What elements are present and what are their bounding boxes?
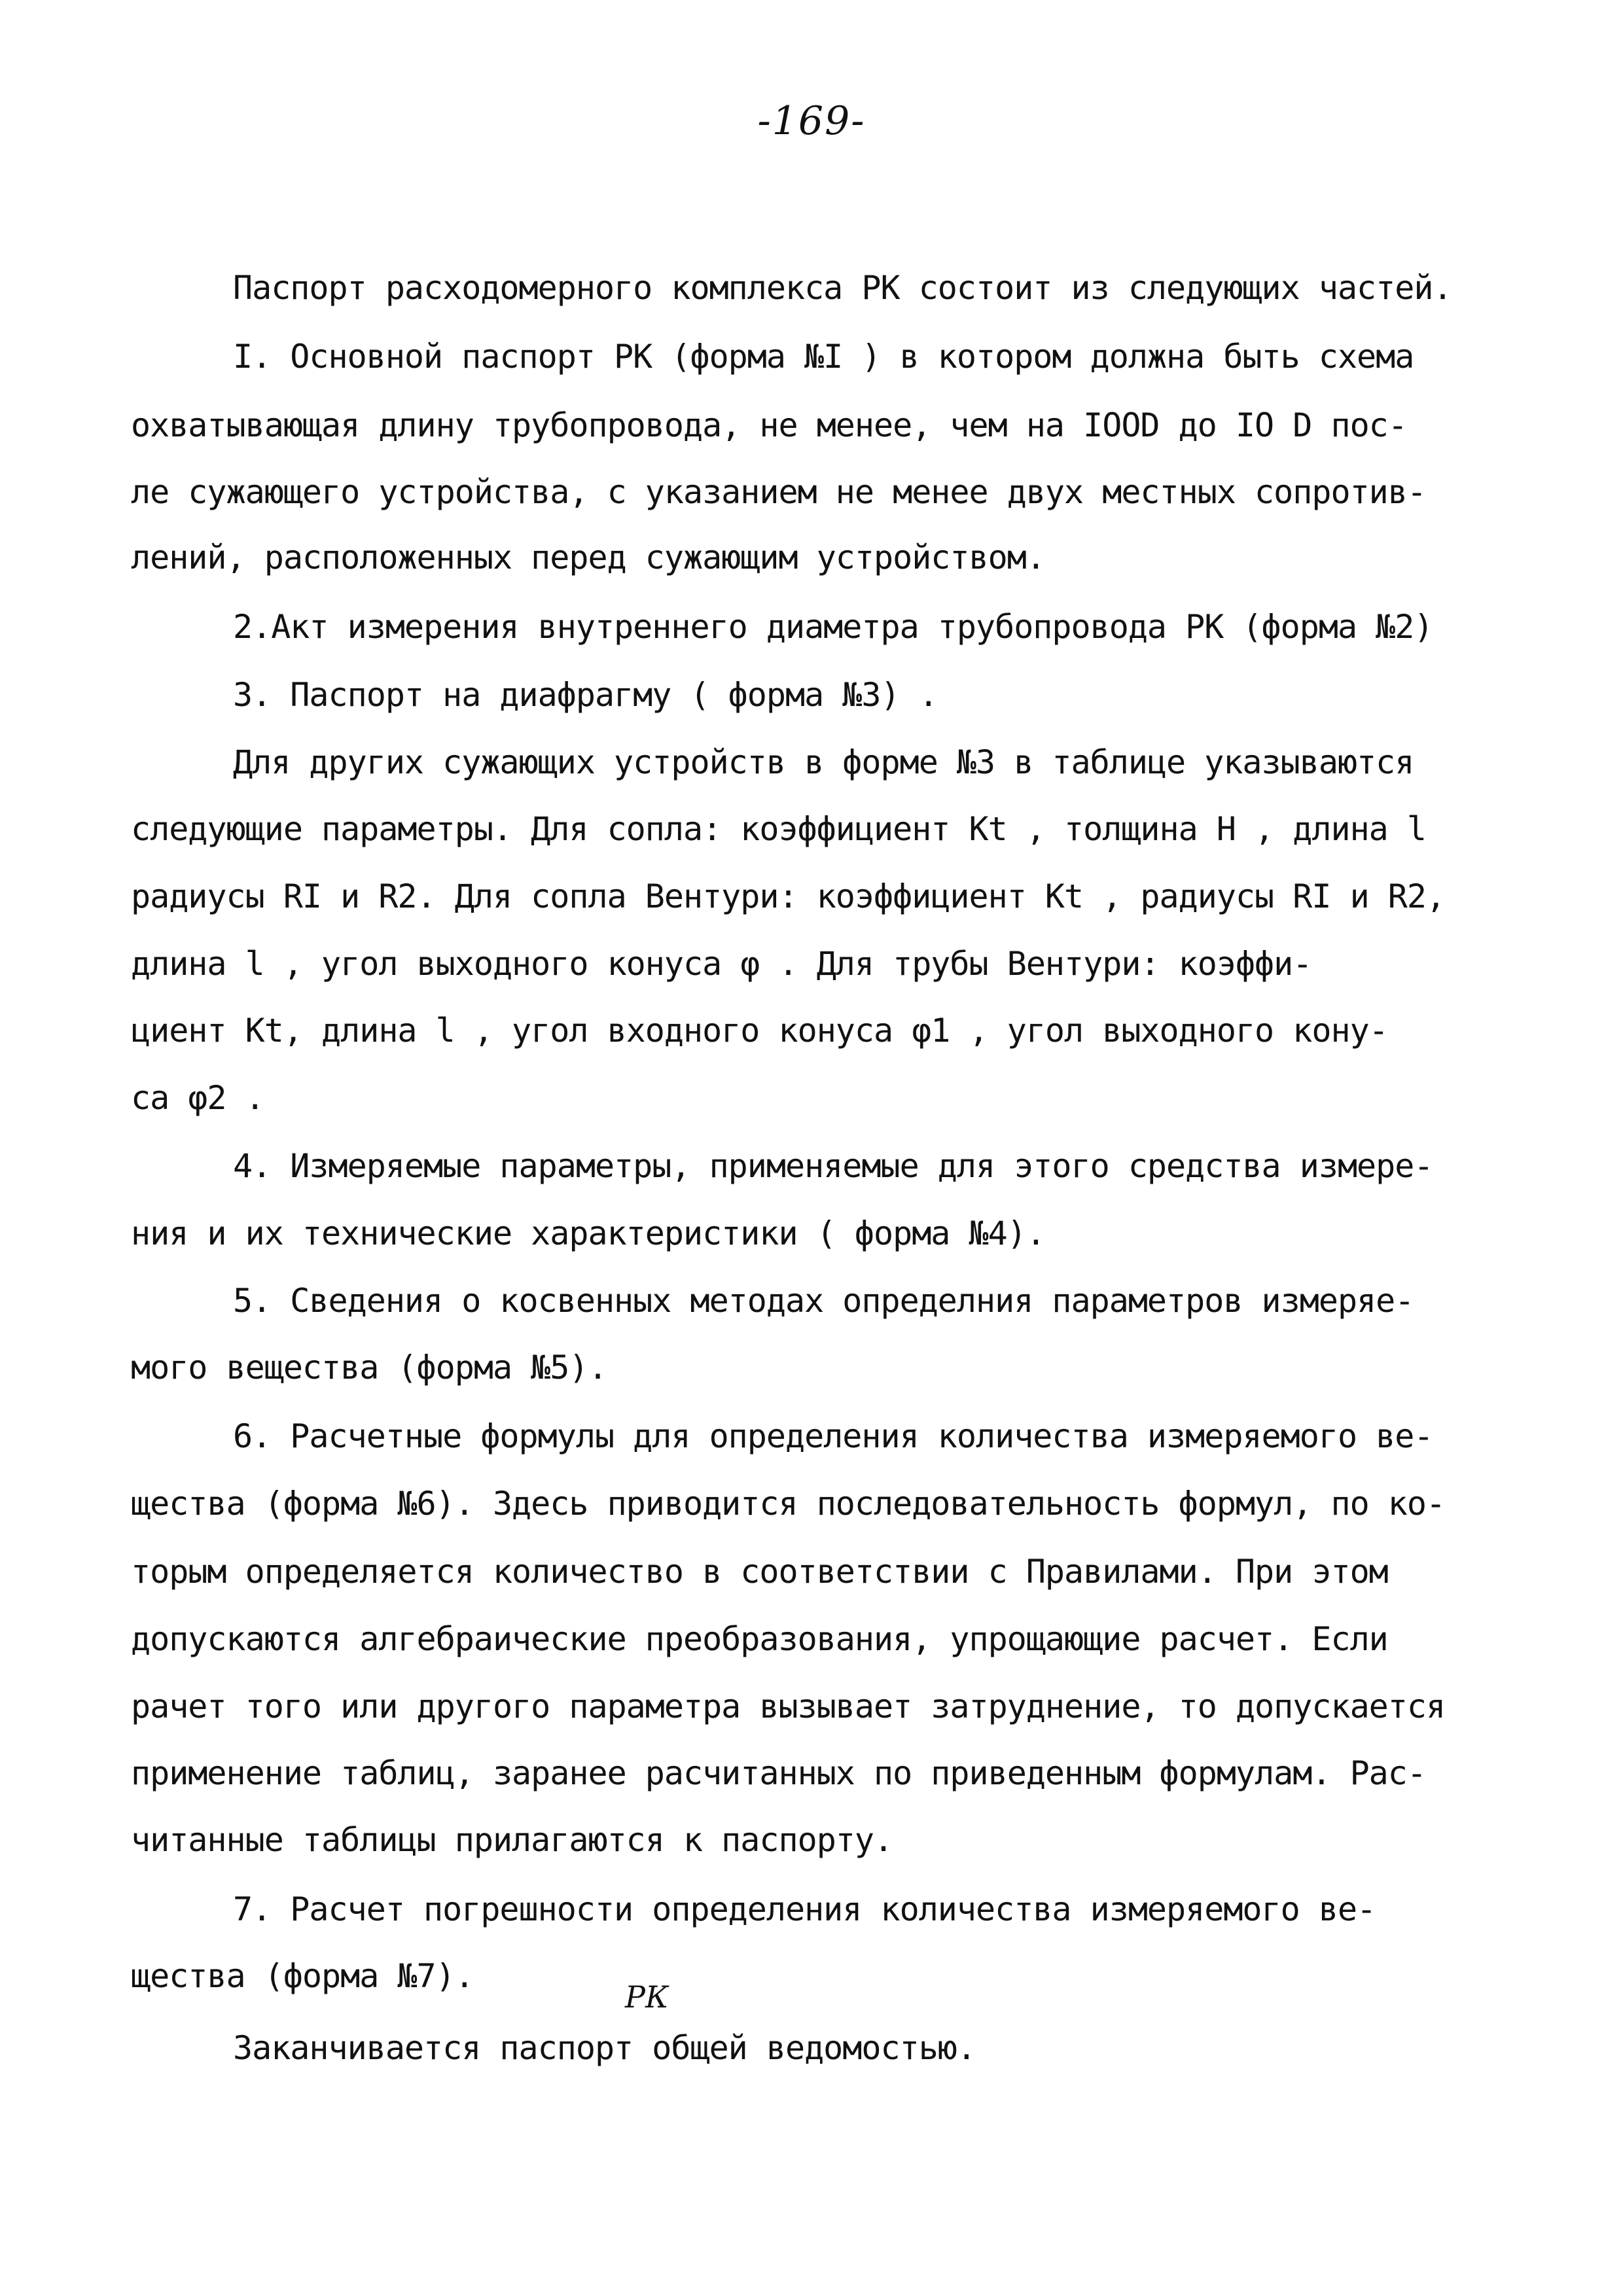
text-line: щества (форма №6). Здесь приводится последовательность формул, по ко-	[131, 1485, 1446, 1523]
text-line: следующие параметры. Для сопла: коэффициент Кt , толщина H , длина l	[131, 810, 1426, 848]
text-line: 7. Расчет погрешности определения количества измеряемого ве-	[233, 1890, 1376, 1928]
page-number: -169-	[757, 98, 866, 144]
text-line: радиусы RI и R2. Для сопла Вентури: коэффициент Кt , радиусы RI и R2,	[131, 877, 1446, 915]
text-line: применение таблиц, заранее расчитанных по приведенным формулам. Рас-	[131, 1754, 1426, 1792]
text-line: 4. Измеряемые параметры, применяемые для этого средства измере-	[233, 1147, 1433, 1185]
handwritten-insertion: РК	[625, 1979, 669, 2015]
text-line: щества (форма №7).	[131, 1957, 474, 1995]
text-line: са φ2 .	[131, 1079, 264, 1117]
text-line: рачет того или другого параметра вызывает затруднение, то допускается	[131, 1687, 1446, 1725]
text-line: ле сужающего устройства, с указанием не менее двух местных сопротив-	[131, 473, 1426, 511]
text-line: I. Основной паспорт РК (форма №I ) в котором должна быть схема	[233, 338, 1414, 376]
text-line: циент Кt, длина l , угол входного конуса φ1 , угол выходного кону-	[131, 1012, 1388, 1050]
text-line: Для других сужающих устройств в форме №3 в таблице указываются	[233, 743, 1414, 781]
text-line: охватывающая длину трубопровода, не менее, чем на IOOD до IO D пос-	[131, 406, 1407, 444]
text-line: торым определяется количество в соответствии с Правилами. При этом	[131, 1553, 1388, 1591]
text-line: Паспорт расходомерного комплекса РК состоит из следующих частей.	[233, 269, 1452, 307]
text-line: читанные таблицы прилагаются к паспорту.	[131, 1821, 893, 1859]
text-line: 3. Паспорт на диафрагму ( форма №3) .	[233, 676, 938, 714]
text-line: длина l , угол выходного конуса φ . Для трубы Вентури: коэффи-	[131, 945, 1312, 983]
text-line: 5. Сведения о косвенных методах определния параметров измеряе-	[233, 1282, 1414, 1320]
text-line: Заканчивается паспорт общей ведомостью.	[233, 2029, 976, 2067]
text-line: допускаются алгебраические преобразования, упрощающие расчет. Если	[131, 1620, 1388, 1658]
text-line: 2.Акт измерения внутреннего диаметра трубопровода РК (форма №2)	[233, 608, 1433, 646]
text-line: мого вещества (форма №5).	[131, 1349, 607, 1386]
text-line: ния и их технические характеристики ( форма №4).	[131, 1214, 1045, 1252]
text-line: 6. Расчетные формулы для определения количества измеряемого ве-	[233, 1417, 1433, 1455]
text-line: лений, расположенных перед сужающим устройством.	[131, 539, 1045, 576]
